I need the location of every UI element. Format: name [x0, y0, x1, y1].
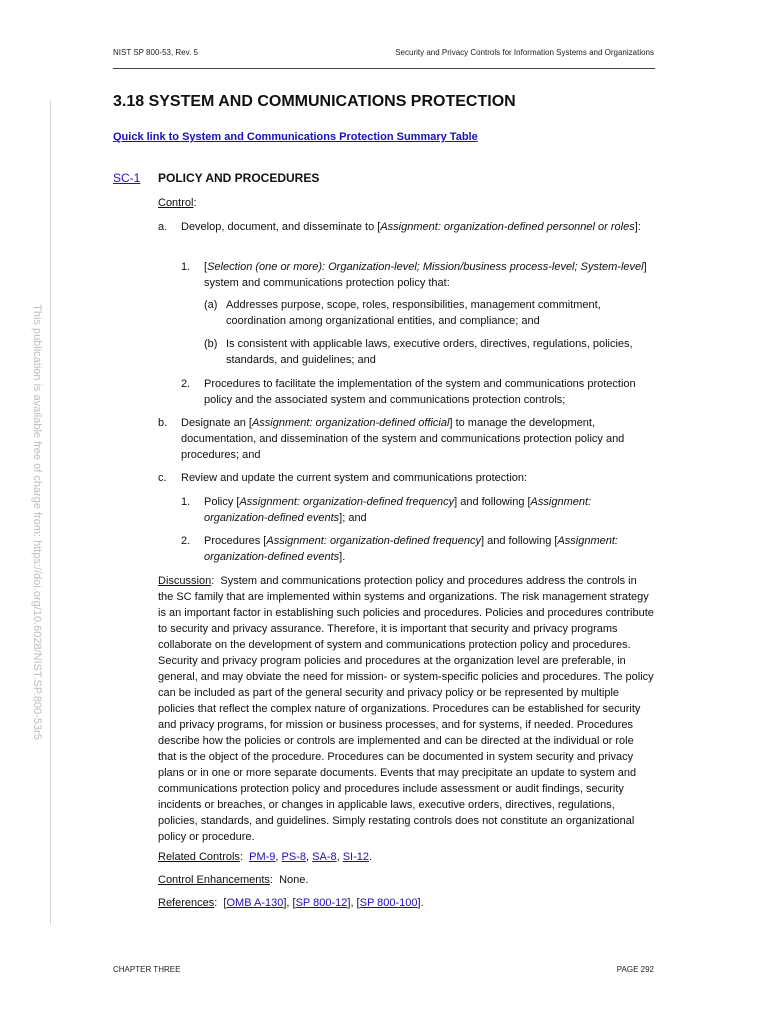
item-a1-text: [Selection (one or more): Organization-level; Mission/business process-level; System-level] system and communications protection policy that:: [204, 261, 647, 289]
item-c1-text: Policy [Assignment: organization-defined frequency] and following [Assignment: organization-defined events]; and: [204, 496, 592, 524]
control-title: POLICY AND PROCEDURES: [158, 171, 320, 185]
item-a1b-marker: (b): [204, 338, 218, 350]
item-a-marker: a.: [158, 221, 168, 233]
item-a-assignment: Assignment: organization-defined personnel or roles: [380, 221, 635, 233]
enhancements-value: None.: [279, 874, 309, 886]
related-link-pm9[interactable]: PM-9: [249, 851, 276, 863]
footer-chapter: CHAPTER THREE: [113, 965, 181, 974]
related-controls-line: Related Controls: PM-9, PS-8, SA-8, SI-12.: [158, 851, 373, 863]
item-a-text: Develop, document, and disseminate to [Assignment: organization-defined personnel or roles]:: [181, 221, 641, 233]
enhancements-label: Control Enhancements: [158, 874, 270, 886]
discussion-text: System and communications protection policy and procedures address the controls in the SC family that are implemented within systems and organizations. The risk management strategy is an important factor in establishing such policies and procedures. Policies and procedures contribute to security and privacy assurance. Therefore, it is important that security and privacy programs collaborate on the development of system and communications protection policy and procedures. Security and privacy program policies and procedures at the organization level are preferable, in general, and may obviate the need for mission- or system-specific policies and procedures. The policy can be included as part of the general security and privacy policy or be represented by multiple policies that reflect the complex nature of organizations. Procedures can be established for security and privacy programs, for mission or business processes, and for systems, if needed. Procedures describe how the policies or controls are implemented and can be directed at the individual or role that is the object of the procedure. Procedures can be documented in system security and privacy plans or in one or more separate documents. Events that may precipitate an update to system and communications protection policy and procedures include assessment or audit findings, security incidents or breaches, or changes in applicable laws, executive orders, directives, regulations, policies, standards, and guidelines. Simply restating controls does not constitute an organizational policy or procedure.: [158, 575, 654, 843]
control-id-link[interactable]: SC-1: [113, 171, 141, 185]
related-link-ps8[interactable]: PS-8: [281, 851, 306, 863]
references-line: References: [OMB A-130], [SP 800-12], [SP 800-100].: [158, 897, 424, 909]
item-a1a-marker: (a): [204, 299, 218, 311]
item-a1-selection: Selection (one or more): Organization-level; Mission/business process-level; System-level: [207, 261, 644, 273]
related-link-si12[interactable]: SI-12: [342, 851, 369, 863]
margin-rule: [50, 100, 51, 925]
item-a1a-text: Addresses purpose, scope, roles, responsibilities, management commitment, coordination among organizational entities, and compliance; and: [226, 299, 601, 327]
footer-page-number: PAGE 292: [616, 965, 654, 974]
item-b-text: Designate an [Assignment: organization-defined official] to manage the development, documentation, and dissemination of the system and communications protection policy and procedures; and: [181, 417, 625, 461]
header-right: Security and Privacy Controls for Information Systems and Organizations: [395, 48, 654, 57]
header-rule: [113, 68, 655, 69]
ref-link-sp800-12[interactable]: SP 800-12: [295, 897, 348, 909]
item-b-assignment: Assignment: organization-defined official: [251, 417, 450, 429]
ref-link-omb-a130[interactable]: OMB A-130: [226, 897, 284, 909]
ref-link-sp800-100[interactable]: SP 800-100: [359, 897, 418, 909]
related-label: Related Controls: [158, 851, 240, 863]
item-a2-text: Procedures to facilitate the implementation of the system and communications protection policy and the associated system and communications protection controls;: [204, 378, 636, 406]
discussion-label: Discussion: [158, 575, 212, 587]
item-c2-text: Procedures [Assignment: organization-defined frequency] and following [Assignment: organization-defined events].: [204, 535, 618, 563]
availability-sidebar-text: This publication is available free of charge from: https://doi.org/10.6028/NIST.SP.800-53r5: [31, 304, 43, 740]
discussion-paragraph: Discussion: System and communications protection policy and procedures address the controls in the SC family that are implemented within systems and organizations. The risk management strategy is an important factor in establishing such policies and procedures. Policies and procedures contribute to security and privacy assurance. Therefore, it is important that security and privacy programs collaborate on the development of system and communications protection policy and procedures. Security and privacy program policies and procedures at the organization level are preferable, in general, and may obviate the need for mission- or system-specific policies and procedures. The policy can be included as part of the general security and privacy policy or be represented by multiple policies that reflect the complex nature of organizations. Procedures can be established for security and privacy programs, for mission or business processes, and for systems, if needed. Procedures describe how the policies or controls are implemented and can be directed at the individual or role that is the object of the procedure. Procedures can be documented in system security and privacy plans or in one or more separate documents. Events that may precipitate an update to system and communications protection policy and procedures include assessment or audit findings, security incidents or breaches, or changes in applicable laws, executive orders, directives, regulations, policies, standards, and guidelines. Simply restating controls does not constitute an organizational policy or procedure.: [158, 575, 654, 843]
item-a1b-text: Is consistent with applicable laws, executive orders, directives, regulations, policies, standards, and guidelines; and: [226, 338, 633, 366]
item-c2-marker: 2.: [181, 535, 191, 547]
related-link-sa8[interactable]: SA-8: [312, 851, 337, 863]
item-b-marker: b.: [158, 417, 168, 429]
quick-link[interactable]: Quick link to System and Communications Protection Summary Table: [113, 131, 478, 143]
header-left: NIST SP 800-53, Rev. 5: [113, 48, 198, 57]
item-a1-marker: 1.: [181, 261, 191, 273]
item-c1-marker: 1.: [181, 496, 191, 508]
control-label: Control: [158, 197, 194, 209]
references-label: References: [158, 897, 215, 909]
item-a2-marker: 2.: [181, 378, 191, 390]
control-enhancements-line: Control Enhancements: None.: [158, 874, 309, 886]
control-label-line: Control:: [158, 197, 197, 209]
item-c-text: Review and update the current system and communications protection:: [181, 472, 528, 484]
item-c-marker: c.: [158, 472, 167, 484]
section-title: 3.18 SYSTEM AND COMMUNICATIONS PROTECTION: [113, 93, 516, 110]
